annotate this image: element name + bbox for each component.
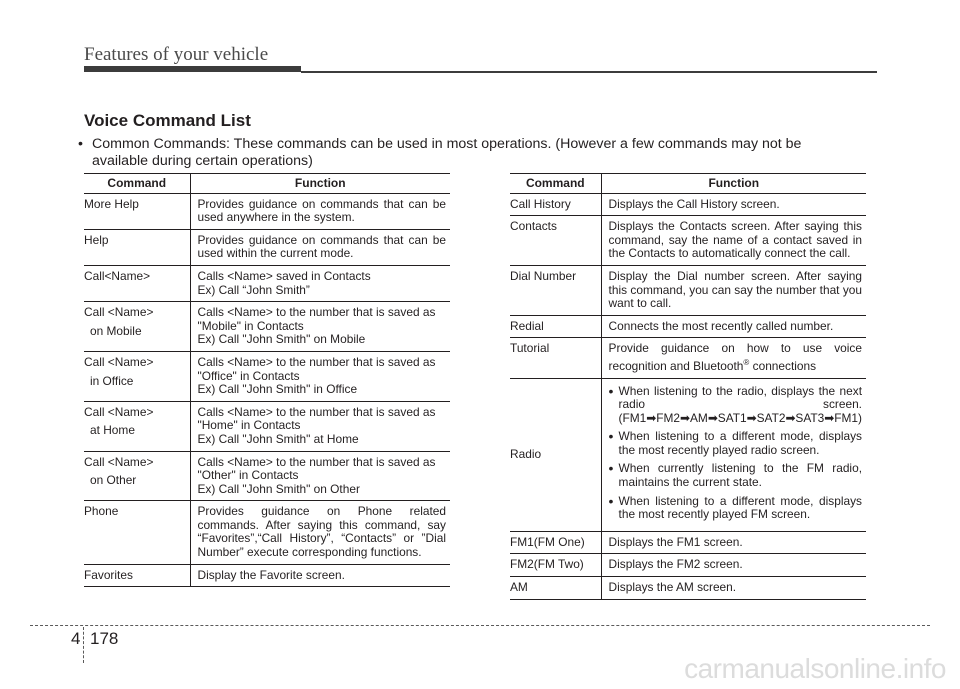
- table-row: [84, 501, 450, 564]
- chapter-number: 4: [71, 629, 81, 648]
- command-cell: Favorites: [84, 564, 190, 587]
- table-row: [84, 401, 450, 451]
- page-header-title: Features of your vehicle: [84, 44, 269, 65]
- function-example: Ex) Call “John Smith”: [197, 282, 310, 297]
- command-qualifier: on Other: [90, 473, 137, 488]
- function-cell: Displays the FM1 screen.: [601, 531, 866, 554]
- function-cell: Displays the Call History screen.: [601, 193, 866, 216]
- command-cell: Call History: [510, 193, 601, 216]
- table-row: [510, 216, 866, 266]
- function-text: Calls <Name> to the number that is saved as "Office" in Contacts: [197, 354, 436, 383]
- command-cell: Redial: [510, 315, 601, 338]
- command-cell: Call<Name>: [84, 265, 190, 301]
- command-cell: Help: [84, 229, 190, 265]
- command-cell: Phone: [84, 501, 190, 564]
- function-cell: [190, 401, 450, 451]
- radio-bullet-list: [608, 382, 862, 522]
- list-item-text: When listening to the radio, displays the next radio screen. (FM1➡FM2➡AM➡SAT1➡SAT2➡SAT3➡FM1): [618, 383, 862, 425]
- list-item-text: When currently listening to the FM radio, maintains the current state.: [618, 461, 862, 490]
- command-text: Call <Name>: [84, 305, 154, 320]
- bullet-icon: •: [608, 382, 614, 399]
- footer-divider: [30, 625, 930, 626]
- function-cell: Provides guidance on Phone related commands. After saying this command, say “Favorites”,“Call History”, “Contacts” or ”Dial Number” execute corresponding functions.: [190, 501, 450, 564]
- column-header-command: Command: [510, 174, 601, 194]
- command-cell: Dial Number: [510, 265, 601, 315]
- column-header-command: Command: [84, 174, 190, 194]
- function-example: Ex) Call "John Smith" on Mobile: [197, 332, 366, 347]
- function-cell: Display the Dial number screen. After saying this command, you can say the number that you want to call.: [601, 265, 866, 315]
- table-row: [510, 338, 866, 378]
- column-header-function: Function: [190, 174, 450, 194]
- table-row: [84, 193, 450, 229]
- registered-mark: ®: [743, 357, 750, 367]
- command-qualifier: at Home: [90, 423, 135, 438]
- function-cell: [190, 451, 450, 501]
- list-item: [609, 430, 862, 457]
- command-cell: FM2(FM Two): [510, 554, 601, 577]
- function-cell: [190, 302, 450, 352]
- table-row: [510, 315, 866, 338]
- list-item: [609, 462, 862, 489]
- footer-vertical-divider: [83, 627, 84, 663]
- function-example: Ex) Call "John Smith" at Home: [197, 431, 359, 446]
- intro-line-1: Common Commands: These commands can be used in most operations. (However a few commands may not be: [92, 136, 802, 152]
- function-cell: [601, 378, 866, 531]
- command-cell: [84, 401, 190, 451]
- table-row: [510, 554, 866, 577]
- command-text: Call <Name>: [84, 354, 154, 369]
- list-item-text: When listening to a different mode, displays the most recently played radio screen.: [618, 429, 862, 457]
- function-cell: Display the Favorite screen.: [190, 564, 450, 587]
- header-bar: [84, 66, 301, 72]
- command-cell: More Help: [84, 193, 190, 229]
- command-cell: [84, 351, 190, 401]
- table-row: [510, 531, 866, 554]
- function-text: Calls <Name> saved in Contacts: [197, 268, 371, 283]
- table-row: [84, 265, 450, 301]
- command-cell: [84, 451, 190, 501]
- function-example: Ex) Call "John Smith" on Other: [197, 481, 360, 496]
- header-rule: [301, 71, 877, 73]
- command-qualifier: in Office: [90, 373, 134, 388]
- table-row: [84, 451, 450, 501]
- function-cell: Connects the most recently called number.: [601, 315, 866, 338]
- function-example: Ex) Call "John Smith" in Office: [197, 382, 358, 397]
- table-row: [84, 351, 450, 401]
- function-cell: [190, 265, 450, 301]
- function-cell: Provides guidance on commands that can be used within the current mode.: [190, 229, 450, 265]
- command-cell: Radio: [510, 378, 601, 531]
- function-cell: Displays the Contacts screen. After saying this command, say the name of a contact saved in the Contacts to automatically connect the call.: [601, 216, 866, 266]
- watermark: carmanualsonline.info: [684, 653, 946, 684]
- intro-line-2: available during certain operations): [92, 153, 313, 169]
- command-text: Call <Name>: [84, 454, 154, 469]
- bullet-icon: •: [608, 428, 614, 445]
- function-cell: [601, 338, 866, 378]
- page-number: 178: [90, 629, 119, 648]
- function-text: Calls <Name> to the number that is saved as "Mobile" in Contacts: [197, 305, 436, 333]
- command-cell: AM: [510, 577, 601, 600]
- table-row: [510, 577, 866, 600]
- table-row: [84, 229, 450, 265]
- list-item: [608, 492, 862, 522]
- function-cell: Displays the FM2 screen.: [601, 554, 866, 577]
- command-cell: FM1(FM One): [510, 531, 601, 554]
- function-text: Provide guidance on how to use voice recognition and Bluetooth: [608, 341, 862, 373]
- table-row: [84, 302, 450, 352]
- left-command-table: [84, 173, 450, 587]
- intro-paragraph: [78, 136, 878, 170]
- bullet-icon: •: [608, 492, 614, 509]
- table-row: [510, 378, 866, 531]
- function-text: Calls <Name> to the number that is saved as "Home" in Contacts: [197, 404, 436, 433]
- function-text-end: connections: [749, 358, 817, 373]
- table-row: [510, 193, 866, 216]
- command-cell: Tutorial: [510, 338, 601, 378]
- function-cell: Displays the AM screen.: [601, 577, 866, 600]
- bullet-icon: •: [78, 136, 83, 152]
- command-cell: [84, 302, 190, 352]
- function-text: Calls <Name> to the number that is saved as "Other" in Contacts: [197, 454, 436, 483]
- right-command-table: [510, 173, 866, 600]
- table-row: [510, 265, 866, 315]
- table-row: [84, 564, 450, 587]
- command-qualifier: on Mobile: [90, 323, 142, 338]
- command-cell: Contacts: [510, 216, 601, 266]
- function-cell: [190, 351, 450, 401]
- list-item: [608, 382, 862, 426]
- column-header-function: Function: [601, 174, 866, 194]
- command-text: Call <Name>: [84, 404, 154, 419]
- bullet-icon: •: [608, 460, 614, 477]
- section-title: Voice Command List: [84, 111, 251, 130]
- list-item-text: When listening to a different mode, displays the most recently played FM screen.: [618, 493, 862, 522]
- function-cell: Provides guidance on commands that can be used anywhere in the system.: [190, 193, 450, 229]
